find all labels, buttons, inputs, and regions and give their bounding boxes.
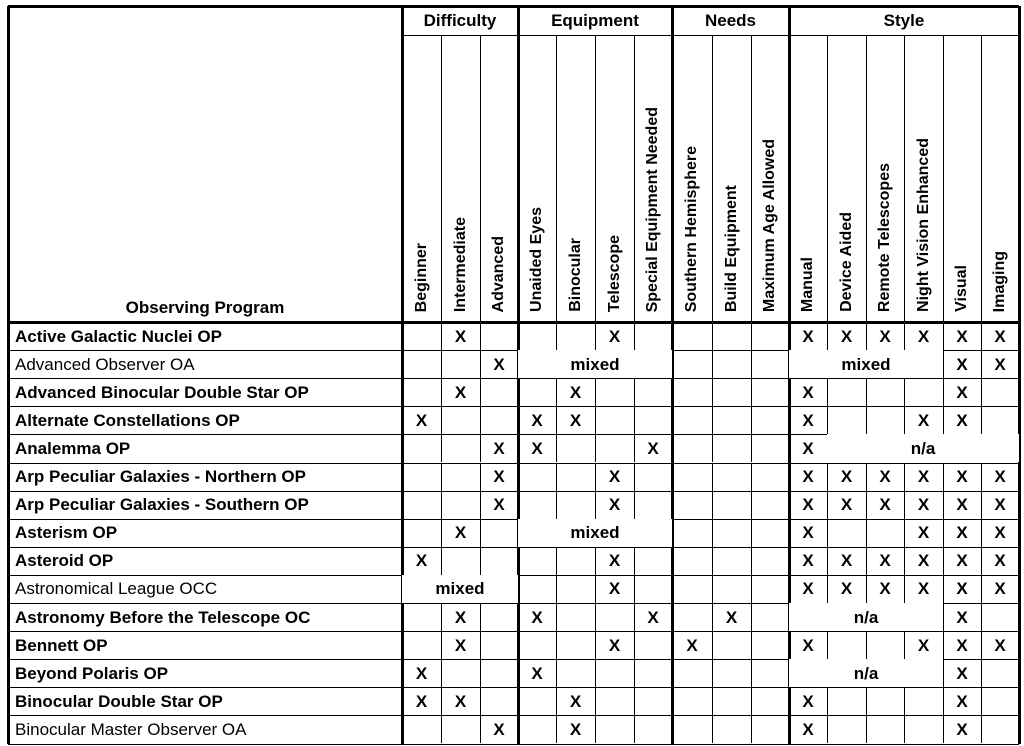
merged-cell: mixed [789, 350, 943, 378]
grid-line [712, 519, 713, 547]
check-mark: X [647, 607, 659, 627]
grid-line [866, 406, 867, 434]
column-header-imaging [981, 35, 1019, 322]
grid-line [712, 659, 713, 687]
row-program-name: Astronomical League OCC [15, 579, 218, 599]
check-mark: X [956, 523, 968, 543]
row-program-name: Bennett OP [15, 635, 108, 655]
check-mark: X [454, 635, 467, 655]
grid-line [634, 491, 635, 519]
column-header-advanced [480, 35, 518, 322]
grid-line [441, 463, 442, 491]
group-header-style: Style [883, 11, 925, 30]
check-mark: X [917, 326, 930, 346]
grid-line [981, 659, 982, 687]
grid-line [981, 378, 982, 406]
grid-line [556, 322, 557, 350]
row-program-name: Asterism OP [15, 523, 118, 543]
row-program-name: Binocular Double Star OP [15, 691, 223, 711]
row-program-name: Asteroid OP [15, 551, 114, 571]
check-mark: X [531, 410, 543, 430]
grid-line [556, 434, 557, 462]
grid-line [904, 715, 905, 743]
check-mark: X [725, 607, 738, 627]
check-mark: X [531, 438, 543, 458]
grid-line [866, 715, 867, 743]
check-mark: X [994, 326, 1006, 346]
grid-line [827, 35, 828, 322]
grid-line [480, 519, 481, 547]
merged-cell: mixed [518, 350, 672, 378]
check-mark: X [608, 579, 621, 599]
check-mark: X [454, 607, 467, 627]
grid-line [904, 687, 905, 715]
grid-line [751, 631, 752, 659]
grid-line [480, 547, 481, 575]
column-header-label: Unaided Eyes [528, 207, 545, 312]
column-header-unaided-eyes [518, 35, 556, 322]
grid-line [827, 631, 828, 659]
grid-line [751, 659, 752, 687]
check-mark: X [956, 635, 968, 655]
grid-line [827, 687, 828, 715]
check-mark: X [454, 326, 467, 346]
check-mark: X [531, 663, 543, 683]
grid-line [904, 35, 905, 322]
column-header-special-equipment-needed [634, 35, 672, 322]
grid-line [866, 378, 867, 406]
column-header-label: Imaging [991, 250, 1008, 312]
grid-line [634, 715, 635, 743]
column-header-label: Advanced [490, 235, 507, 312]
check-mark: X [531, 607, 543, 627]
check-mark: X [454, 691, 467, 711]
grid-line [595, 687, 596, 715]
grid-line [712, 322, 713, 350]
check-mark: X [956, 326, 968, 346]
row-program-name: Astronomy Before the Telescope OC [15, 607, 311, 627]
grid-line [866, 631, 867, 659]
grid-line [712, 715, 713, 743]
check-mark: X [956, 495, 968, 515]
grid-line [441, 659, 442, 687]
check-mark: X [686, 635, 698, 655]
check-mark: X [917, 579, 930, 599]
grid-line [402, 35, 1019, 36]
check-mark: X [569, 382, 582, 402]
check-mark: X [608, 635, 621, 655]
grid-line [480, 322, 481, 350]
check-mark: X [802, 551, 814, 571]
grid-line [866, 35, 867, 322]
grid-line [556, 35, 557, 322]
grid-line [712, 350, 713, 378]
check-mark: X [994, 495, 1006, 515]
grid-line [480, 378, 481, 406]
check-mark: X [917, 523, 930, 543]
column-header-label: Beginner [412, 242, 430, 312]
row-program-name: Arp Peculiar Galaxies - Southern OP [15, 495, 309, 515]
column-header-label: Visual [953, 265, 970, 312]
grid-line [595, 603, 596, 631]
grid-line [751, 547, 752, 575]
grid-line [556, 631, 557, 659]
grid-line [634, 378, 635, 406]
check-mark: X [802, 719, 814, 739]
grid-line [751, 575, 752, 603]
column-header-label: Night Vision Enhanced [914, 138, 932, 312]
grid-line [634, 547, 635, 575]
check-mark: X [917, 635, 930, 655]
check-mark: X [879, 579, 891, 599]
column-header-binocular [556, 35, 595, 322]
grid-line [595, 659, 596, 687]
column-header-label: Binocular [566, 238, 584, 312]
check-mark: X [840, 495, 853, 515]
row-program-name: Advanced Observer OA [15, 354, 195, 374]
grid-line [8, 5, 1019, 8]
grid-line [556, 575, 557, 603]
grid-line [712, 35, 713, 322]
column-header-night-vision-enhanced [904, 35, 943, 322]
row-program-name: Alternate Constellations OP [15, 410, 240, 430]
check-mark: X [802, 495, 814, 515]
column-header-label: Device Aided [837, 212, 855, 312]
grid-line [634, 463, 635, 491]
column-header-intermediate [441, 35, 480, 322]
check-mark: X [917, 551, 930, 571]
check-mark: X [415, 663, 428, 683]
check-mark: X [415, 691, 428, 711]
check-mark: X [608, 467, 621, 487]
grid-line [441, 715, 442, 743]
grid-line [751, 350, 752, 378]
grid-line [827, 519, 828, 547]
grid-line [981, 687, 982, 715]
grid-line [556, 603, 557, 631]
column-header-telescope [595, 35, 634, 322]
check-mark: X [956, 410, 968, 430]
grid-line [943, 35, 944, 322]
column-header-label: Southern Hemisphere [683, 145, 700, 312]
check-mark: X [917, 410, 930, 430]
grid-line [712, 406, 713, 434]
check-mark: X [956, 663, 968, 683]
row-program-name: Arp Peculiar Galaxies - Northern OP [15, 467, 306, 487]
check-mark: X [802, 326, 814, 346]
group-header-equipment: Equipment [551, 11, 639, 30]
check-mark: X [493, 467, 505, 487]
check-mark: X [956, 354, 968, 374]
check-mark: X [802, 467, 814, 487]
check-mark: X [879, 495, 891, 515]
column-header-build-equipment [712, 35, 751, 322]
check-mark: X [454, 523, 467, 543]
grid-line [634, 406, 635, 434]
check-mark: X [917, 467, 930, 487]
check-mark: X [608, 551, 621, 571]
check-mark: X [994, 635, 1006, 655]
grid-line [712, 575, 713, 603]
check-mark: X [879, 551, 891, 571]
check-mark: X [608, 495, 621, 515]
check-mark: X [956, 691, 968, 711]
grid-line [827, 715, 828, 743]
row-program-name: Binocular Master Observer OA [15, 719, 247, 739]
grid-line [904, 378, 905, 406]
grid-line [751, 491, 752, 519]
grid-line [712, 547, 713, 575]
grid-line [480, 35, 481, 322]
row-program-name: Advanced Binocular Double Star OP [15, 382, 309, 402]
grid-line [441, 35, 442, 322]
check-mark: X [493, 354, 505, 374]
group-header-difficulty: Difficulty [423, 11, 497, 30]
grid-line [595, 434, 596, 462]
column-header-beginner [402, 35, 441, 322]
grid-line [595, 715, 596, 743]
column-header-device-aided [827, 35, 866, 322]
grid-line [595, 35, 596, 322]
check-mark: X [569, 410, 582, 430]
check-mark: X [608, 326, 621, 346]
grid-line [480, 659, 481, 687]
check-mark: X [917, 495, 930, 515]
grid-line [751, 35, 752, 322]
grid-line [866, 519, 867, 547]
merged-cell: n/a [827, 434, 1019, 462]
grid-line [480, 406, 481, 434]
check-mark: X [840, 551, 853, 571]
column-header-visual [943, 35, 981, 322]
check-mark: X [840, 326, 853, 346]
merged-cell: mixed [518, 519, 672, 547]
grid-line [712, 687, 713, 715]
check-mark: X [840, 467, 853, 487]
grid-line [634, 687, 635, 715]
column-header-label: Intermediate [451, 216, 469, 312]
grid-line [634, 322, 635, 350]
check-mark: X [956, 551, 968, 571]
check-mark: X [956, 467, 968, 487]
check-mark: X [802, 438, 814, 458]
check-mark: X [802, 382, 814, 402]
row-program-name: Active Galactic Nuclei OP [15, 326, 222, 346]
grid-line [441, 434, 442, 462]
check-mark: X [569, 719, 582, 739]
grid-line [712, 463, 713, 491]
grid-line [556, 659, 557, 687]
check-mark: X [493, 495, 505, 515]
column-header-label: Manual [799, 256, 816, 312]
grid-line [634, 35, 635, 322]
grid-line [866, 687, 867, 715]
grid-line [751, 519, 752, 547]
grid-line [981, 715, 982, 743]
check-mark: X [493, 719, 505, 739]
grid-line [556, 547, 557, 575]
grid-line [556, 463, 557, 491]
check-mark: X [956, 382, 968, 402]
grid-line [595, 378, 596, 406]
grid-line [712, 434, 713, 462]
check-mark: X [802, 579, 814, 599]
check-mark: X [802, 635, 814, 655]
column-header-southern-hemisphere [672, 35, 712, 322]
grid-line [751, 715, 752, 743]
grid-line [595, 406, 596, 434]
check-mark: X [647, 438, 659, 458]
column-header-manual [789, 35, 827, 322]
check-mark: X [879, 326, 891, 346]
column-header-label: Remote Telescopes [876, 162, 893, 312]
grid-line [634, 575, 635, 603]
grid-line [751, 687, 752, 715]
grid-line [751, 434, 752, 462]
grid-line [441, 491, 442, 519]
check-mark: X [802, 410, 814, 430]
row-program-name: Beyond Polaris OP [15, 663, 169, 683]
grid-line [981, 603, 982, 631]
grid-line [827, 406, 828, 434]
column-header-label: Telescope [605, 234, 623, 312]
grid-line [480, 687, 481, 715]
grid-line [556, 491, 557, 519]
check-mark: X [879, 467, 891, 487]
grid-line [634, 631, 635, 659]
grid-line [634, 659, 635, 687]
grid-line [751, 378, 752, 406]
grid-line [441, 350, 442, 378]
check-mark: X [802, 523, 814, 543]
grid-line [480, 631, 481, 659]
corner-label: Observing Program [125, 298, 285, 317]
grid-line [8, 744, 1019, 745]
grid-line [981, 35, 982, 322]
check-mark: X [802, 691, 814, 711]
column-header-remote-telescopes [866, 35, 904, 322]
check-mark: X [956, 579, 968, 599]
column-header-label: Build Equipment [722, 184, 740, 312]
check-mark: X [994, 354, 1006, 374]
check-mark: X [994, 467, 1006, 487]
grid-line [712, 631, 713, 659]
column-header-label: Special Equipment Needed [644, 106, 661, 312]
grid-line [712, 491, 713, 519]
grid-line [441, 406, 442, 434]
grid-line [751, 406, 752, 434]
check-mark: X [956, 607, 968, 627]
check-mark: X [994, 551, 1006, 571]
row-program-name: Analemma OP [15, 438, 131, 458]
grid-line [441, 547, 442, 575]
check-mark: X [415, 551, 428, 571]
check-mark: X [493, 438, 505, 458]
check-mark: X [956, 719, 968, 739]
grid-line [751, 603, 752, 631]
grid-line [480, 603, 481, 631]
group-header-needs: Needs [704, 11, 757, 30]
check-mark: X [994, 523, 1006, 543]
merged-cell: n/a [789, 603, 943, 631]
check-mark: X [569, 691, 582, 711]
check-mark: X [840, 579, 853, 599]
column-header-maximum-age-allowed [751, 35, 789, 322]
merged-cell: mixed [402, 575, 518, 603]
column-header-label: Maximum Age Allowed [761, 138, 778, 312]
grid-line [751, 322, 752, 350]
grid-line [751, 463, 752, 491]
check-mark: X [454, 382, 467, 402]
grid-line [712, 378, 713, 406]
merged-cell: n/a [789, 659, 943, 687]
check-mark: X [994, 579, 1006, 599]
grid-line [827, 378, 828, 406]
grid-line [981, 406, 982, 434]
check-mark: X [415, 410, 428, 430]
